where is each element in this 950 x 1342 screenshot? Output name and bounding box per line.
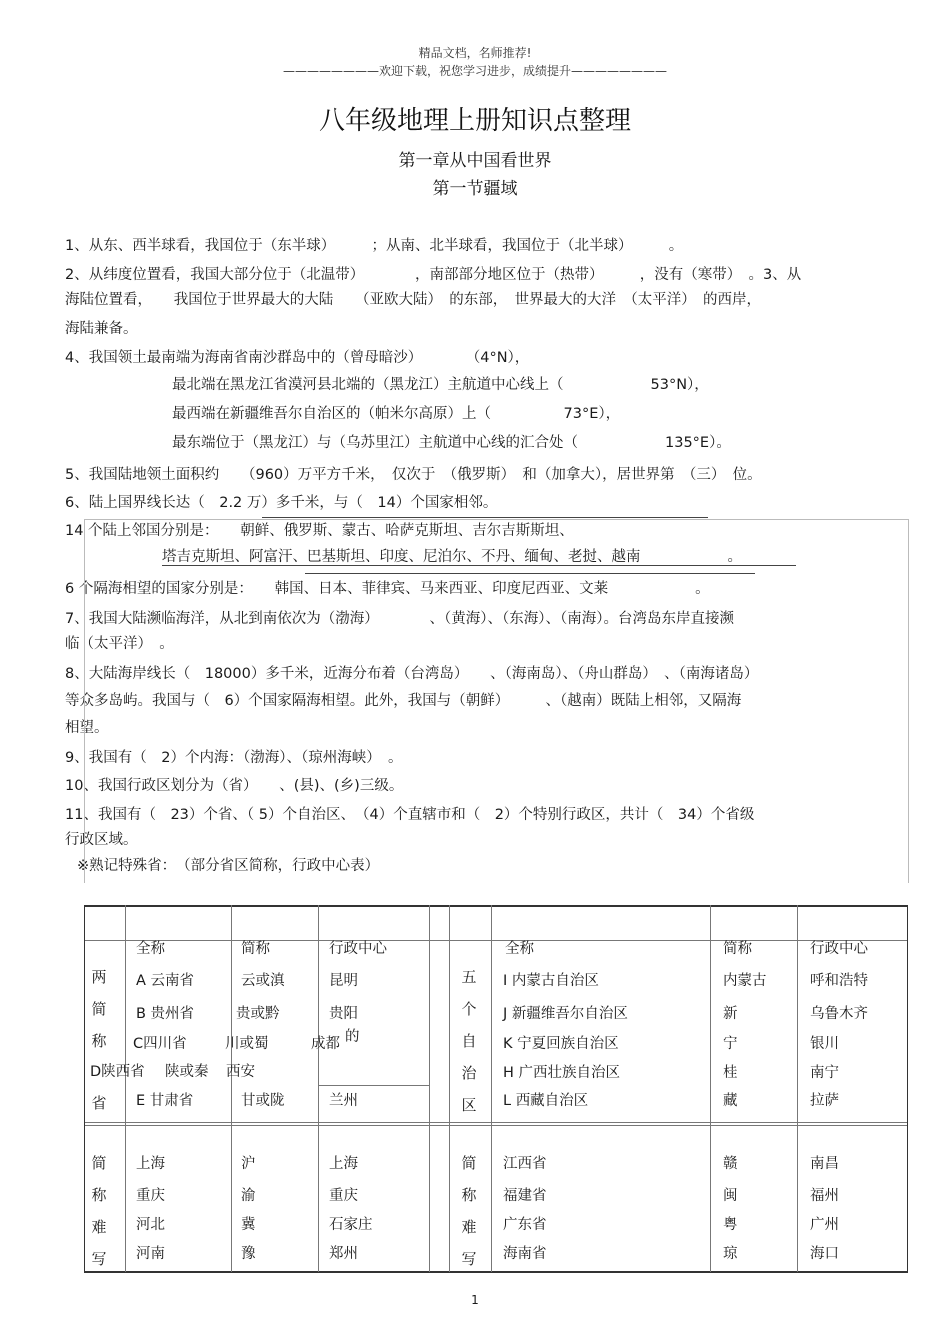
table-cell: 川或蜀 <box>225 1036 269 1052</box>
frame-line <box>84 519 85 883</box>
underline <box>162 565 796 566</box>
table-border-top <box>84 905 908 907</box>
group-label-hard-left <box>89 1147 109 1275</box>
group-char: 五 <box>461 968 477 986</box>
table-col <box>125 905 126 1272</box>
item-1: 1、从东、西半球看，我国位于（东半球） ；从南、北半球看，我国位于（北半球） 。 <box>65 238 684 254</box>
table-cell: 贵阳 <box>329 1006 358 1022</box>
page-title: 八年级地理上册知识点整理 <box>318 106 631 136</box>
table-cell: 广州 <box>810 1217 839 1233</box>
group-char: 写 <box>461 1250 477 1268</box>
group-char: 个 <box>461 1000 477 1018</box>
table-cell: 石家庄 <box>329 1217 373 1233</box>
table-cell: 海口 <box>810 1246 839 1262</box>
table-cell: E 甘肃省 <box>136 1093 194 1109</box>
table-cell: 江西省 <box>503 1156 547 1172</box>
table-col <box>449 905 450 1272</box>
table-border-bottom <box>84 1271 908 1273</box>
header-line-1: 精品文档，名师推荐! <box>418 46 532 60</box>
table-cell: 宁 <box>723 1036 738 1052</box>
underline <box>305 573 755 574</box>
underline <box>262 517 708 518</box>
group-char: 称 <box>91 1186 107 1204</box>
group-char: 省 <box>91 1094 107 1112</box>
item-8-line-3: 相望。 <box>65 720 109 736</box>
table-cell: 重庆 <box>329 1188 358 1204</box>
table-cell: 郑州 <box>329 1246 358 1262</box>
header-line-2: ————————欢迎下载，祝您学习进步，成绩提升———————— <box>282 64 667 78</box>
table-col <box>318 905 319 1272</box>
item-4-line-3: 最西端在新疆维吾尔自治区的（帕米尔高原）上（ 73°E）， <box>172 406 621 422</box>
table-cell: J 新疆维吾尔自治区 <box>503 1006 628 1022</box>
item-7-line-2: 临（太平洋） 。 <box>65 636 174 652</box>
group-char: 写 <box>91 1250 107 1268</box>
table-cell: 赣 <box>723 1156 738 1172</box>
item-4-line-2: 最北端在黑龙江省漠河县北端的（黑龙江）主航道中心线上（ 53°N）， <box>172 377 709 393</box>
table-cell: 乌鲁木齐 <box>810 1006 868 1022</box>
item-4-line-1: 4、我国领土最南端为海南省南沙群岛中的（曾母暗沙） （4°N）， <box>65 350 530 366</box>
table-cell: 银川 <box>810 1036 839 1052</box>
neighbors-line-1: 14 个陆上邻国分别是： 朝鲜、俄罗斯、蒙古、哈萨克斯坦、吉尔吉斯斯坦、 <box>65 523 574 539</box>
group-label-five-regions <box>459 961 479 1121</box>
item-8-line-2: 等众多岛屿。我国与（ 6）个国家隔海相望。此外，我国与（朝鲜） 、（越南）既陆上相邻，又隔海 <box>65 693 742 709</box>
header-full-right: 全称 <box>505 941 534 957</box>
group-char: 区 <box>461 1096 477 1114</box>
table-cell: C四川省 <box>133 1036 187 1052</box>
header-short-left: 简称 <box>241 941 270 957</box>
table-cell: 豫 <box>241 1246 256 1262</box>
header-short-right: 简称 <box>723 941 752 957</box>
chapter-title: 第一章从中国看世界 <box>398 151 552 171</box>
table-cell: L 西藏自治区 <box>503 1093 589 1109</box>
table-cell: 拉萨 <box>810 1093 839 1109</box>
table-cell: 琼 <box>723 1246 738 1262</box>
table-cell: 成都 <box>311 1036 340 1052</box>
table-cell: A 云南省 <box>136 973 195 989</box>
table-cell: 福州 <box>810 1188 839 1204</box>
table-cell: 藏 <box>723 1093 738 1109</box>
table-cell: 福建省 <box>503 1188 547 1204</box>
table-col <box>231 905 232 1272</box>
table-col <box>491 905 492 1272</box>
table-cell: 海南省 <box>503 1246 547 1262</box>
item-7-line-1: 7、我国大陆濒临海洋，从北到南依次为（渤海） 、（黄海）、（东海）、（南海）。台湾岛东岸直接濒 <box>65 611 734 627</box>
table-cell: 重庆 <box>136 1188 165 1204</box>
item-6: 6、陆上国界线长达（ 2.2 万）多千米，与（ 14）个国家相邻。 <box>65 495 498 511</box>
table-cell: 冀 <box>241 1217 256 1233</box>
section-title: 第一节疆域 <box>432 179 518 199</box>
group-char: 简 <box>461 1154 477 1172</box>
table-cell: D陕西省 <box>90 1064 145 1080</box>
table-cell: 南宁 <box>810 1065 839 1081</box>
group-char: 自 <box>461 1032 477 1050</box>
group-char: 两 <box>91 968 107 986</box>
table-cell: 甘或陇 <box>241 1093 285 1109</box>
table-cell: 粤 <box>723 1217 738 1233</box>
table-cell: 陕或秦 <box>165 1064 209 1080</box>
header-center-left: 行政中心 <box>329 941 387 957</box>
table-border-left <box>84 905 85 1272</box>
table-cell: 昆明 <box>329 973 358 989</box>
neighbors-line-2: 塔吉克斯坦、阿富汗、巴基斯坦、印度、尼泊尔、不丹、缅甸、老挝、越南 。 <box>162 549 742 565</box>
group-char: 简 <box>91 1154 107 1172</box>
memo-note: ※熟记特殊省： （部分省区简称，行政中心表） <box>77 858 380 874</box>
table-cell: 贵或黔 <box>236 1006 280 1022</box>
table-cell: B 贵州省 <box>136 1006 195 1022</box>
sea-neighbors: 6 个隔海相望的国家分别是： 韩国、日本、菲律宾、马来西亚、印度尼西亚、文莱 。 <box>65 581 710 597</box>
item-11-line-2: 行政区域。 <box>65 832 138 848</box>
header-center-right: 行政中心 <box>810 941 868 957</box>
table-cell: 的 <box>345 1029 360 1045</box>
table-cell: 新 <box>723 1006 738 1022</box>
frame-line <box>908 519 909 883</box>
table-cell: 河北 <box>136 1217 165 1233</box>
table-cell: 上海 <box>329 1156 358 1172</box>
table-cell: 渝 <box>241 1188 256 1204</box>
table-cell: 云或滇 <box>241 973 285 989</box>
table-cell: I 内蒙古自治区 <box>503 973 599 989</box>
table-rule <box>318 1085 429 1086</box>
item-2-line-1: 2、从纬度位置看，我国大部分位于（北温带） ，南部部分地区位于（热带） ，没有（寒带） 。3、从 <box>65 267 802 283</box>
table-rule <box>84 940 908 941</box>
table-cell: 呼和浩特 <box>810 973 868 989</box>
table-cell: 上海 <box>136 1156 165 1172</box>
table-rule <box>84 1125 908 1126</box>
table-col <box>429 905 430 1272</box>
table-cell: 河南 <box>136 1246 165 1262</box>
table-cell: 内蒙古 <box>723 973 767 989</box>
header-full-left: 全称 <box>136 941 165 957</box>
table-cell: 南昌 <box>810 1156 839 1172</box>
group-char: 治 <box>461 1064 477 1082</box>
group-char: 称 <box>91 1032 107 1050</box>
item-9: 9、我国有（ 2）个内海：（渤海）、（琼州海峡） 。 <box>65 750 403 766</box>
group-char: 难 <box>461 1218 477 1236</box>
group-label-two-short <box>89 961 109 1119</box>
item-2-line-2: 海陆位置看， 我国位于世界最大的大陆 （亚欧大陆） 的东部， 世界最大的大洋 （太平洋） 的西岸， <box>65 292 761 308</box>
table-col <box>710 905 711 1272</box>
table-cell: 西安 <box>226 1064 255 1080</box>
table-cell: 桂 <box>723 1065 738 1081</box>
table-cell: 闽 <box>723 1188 738 1204</box>
group-char: 难 <box>91 1218 107 1236</box>
frame-line <box>84 519 908 520</box>
item-8-line-1: 8、大陆海岸线长（ 18000）多千米，近海分布着（台湾岛） 、（海南岛）、（舟山群岛） 、（南海诸岛） <box>65 666 759 682</box>
group-char: 简 <box>91 1000 107 1018</box>
item-5: 5、我国陆地领土面积约 （960）万平方千米， 仅次于 （俄罗斯） 和（加拿大），居世界第 （三） 位。 <box>65 467 762 483</box>
group-char: 称 <box>461 1186 477 1204</box>
table-border-right <box>907 905 908 1272</box>
item-10: 10、我国行政区划分为（省） 、(县)、(乡)三级。 <box>65 778 404 794</box>
item-11-line-1: 11、我国有（ 23）个省、（ 5）个自治区、 （4）个直辖市和（ 2）个特别行政区，共计（ 34）个省级 <box>65 807 755 823</box>
group-label-hard-right <box>459 1147 479 1275</box>
table-cell: K 宁夏回族自治区 <box>503 1036 619 1052</box>
table-cell: H 广西壮族自治区 <box>503 1065 621 1081</box>
table-rule <box>84 1122 908 1123</box>
page-number: 1 <box>471 1293 479 1307</box>
table-col <box>797 905 798 1272</box>
table-cell: 兰州 <box>329 1093 358 1109</box>
table-cell: 广东省 <box>503 1217 547 1233</box>
item-4-line-4: 最东端位于（黑龙江）与（乌苏里江）主航道中心线的汇合处（ 135°E）。 <box>172 435 731 451</box>
table-cell: 沪 <box>241 1156 256 1172</box>
item-2-line-3: 海陆兼备。 <box>65 321 138 337</box>
